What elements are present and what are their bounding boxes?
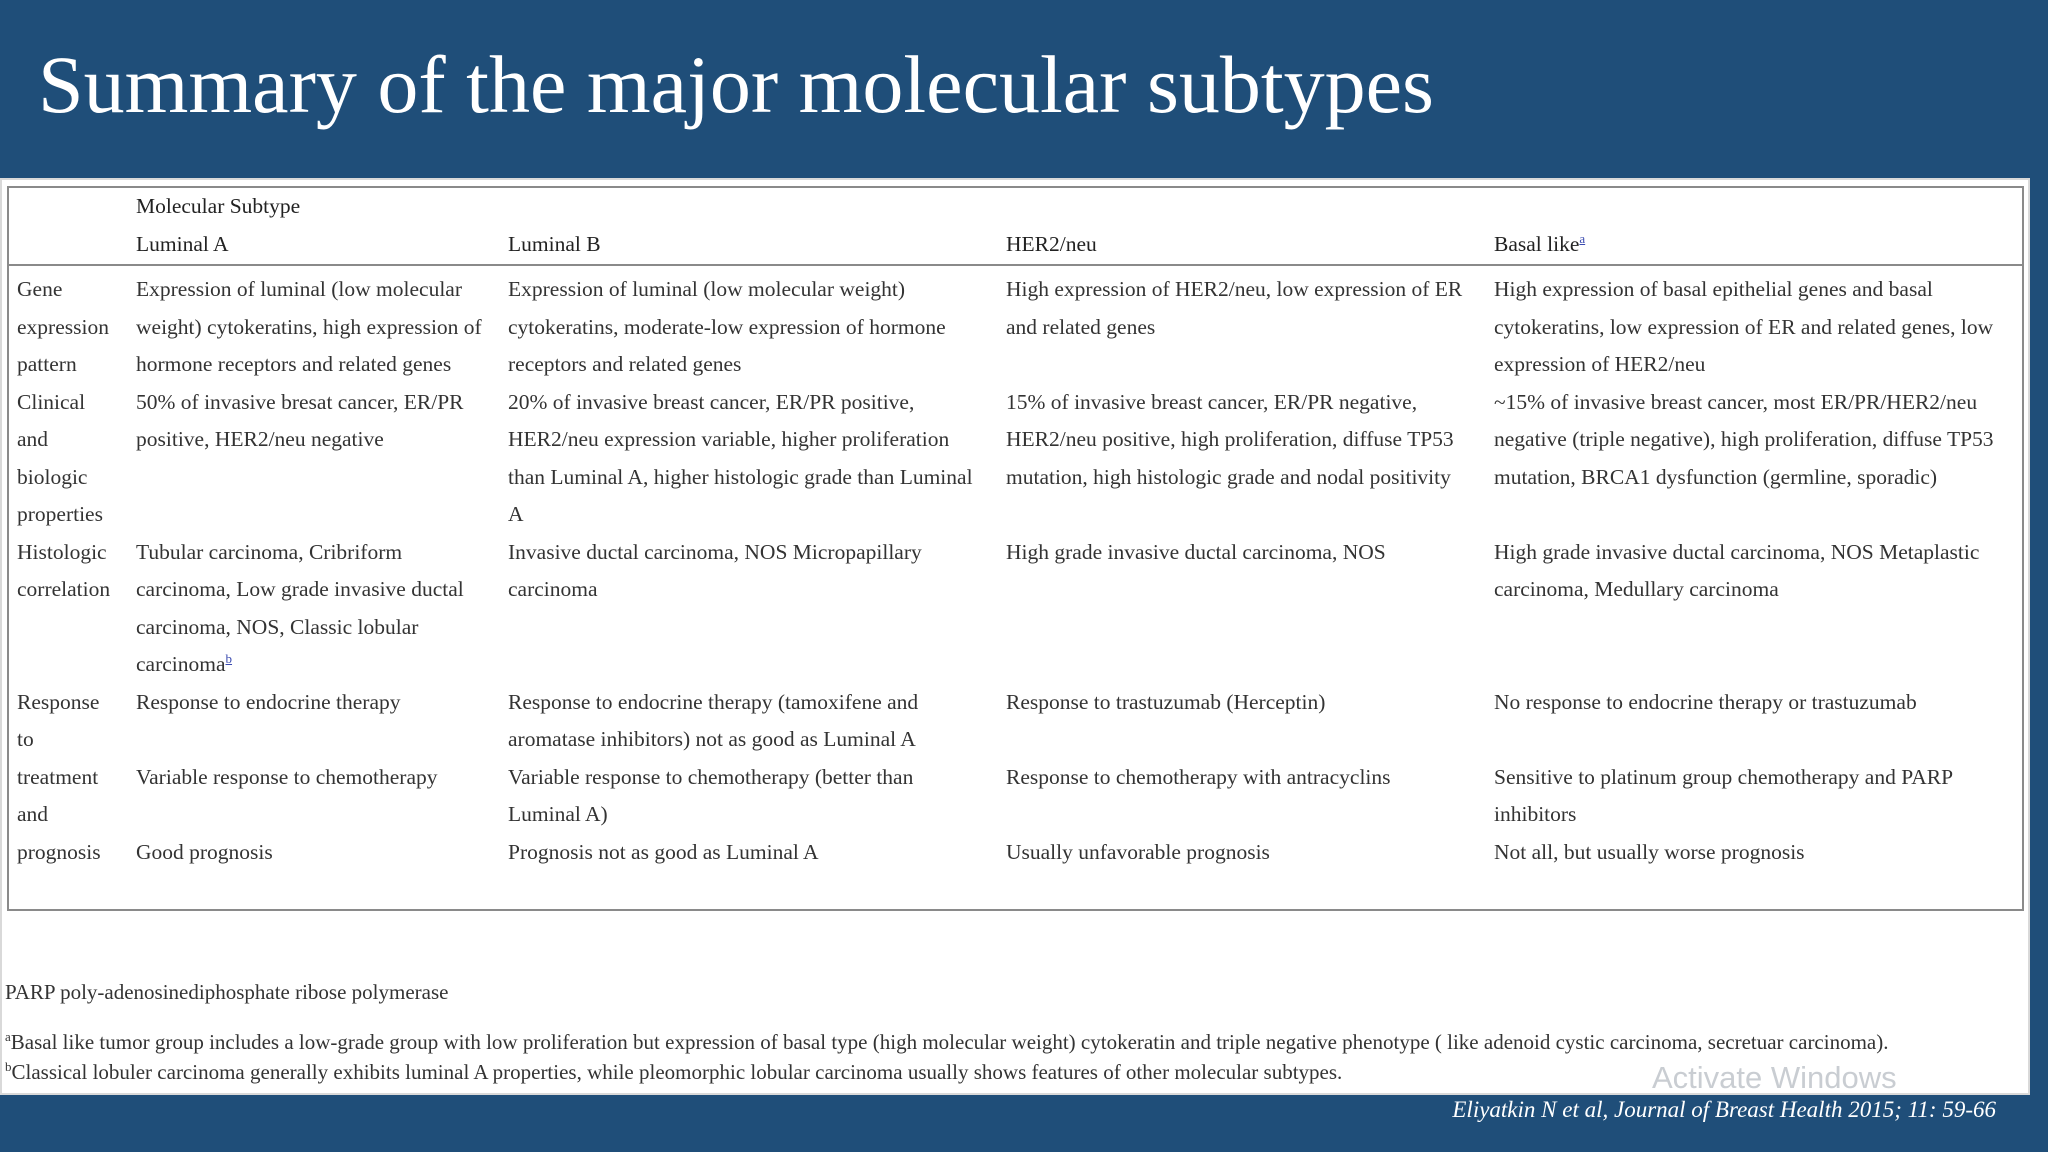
table-cell: High grade invasive ductal carcinoma, NOS	[1006, 539, 1386, 564]
table-row-gene-expression	[9, 265, 2022, 384]
footnote-mark: a	[5, 1029, 11, 1044]
table-cell: Prognosis not as good as Luminal A	[508, 839, 819, 864]
group-header-row	[9, 188, 2022, 224]
table-row-endocrine-response	[9, 684, 2022, 759]
content-panel	[0, 178, 2030, 1095]
corner-cell	[9, 188, 128, 224]
table-cell: 50% of invasive bresat cancer, ER/PR positive, HER2/neu negative	[136, 389, 464, 451]
footnote-b: $^b$Classical lobuler carcinoma generally exhibits luminal A properties, while pleomorphic lobular carcinoma usually shows features of other molecular subtypes.	[5, 1059, 1343, 1084]
abbreviation-note: PARP poly-adenosinediphosphate ribose polymerase	[5, 980, 449, 1004]
citation: Eliyatkin N et al, Journal of Breast Health 2015; 11: 59-66	[1452, 1097, 1996, 1122]
slide-title: Summary of the major molecular subtypes	[38, 39, 1434, 130]
row-header: Gene expression pattern	[17, 277, 109, 376]
table-cell: No response to endocrine therapy or trastuzumab	[1494, 689, 1917, 714]
table-cell: Usually unfavorable prognosis	[1006, 839, 1270, 864]
column-header-her2-neu: HER2/neu	[998, 224, 1486, 265]
footnote-mark: b	[5, 1059, 12, 1074]
table-cell: Variable response to chemotherapy	[136, 764, 438, 789]
table-cell: Expression of luminal (low molecular weight) cytokeratins, moderate-low expression of hormone receptors and related genes	[508, 277, 946, 376]
footnote-ref-b[interactable]: b	[225, 650, 233, 666]
table-cell: Tubular carcinoma, Cribriform carcinoma, Low grade invasive ductal carcinoma, NOS, Classic lobular carcinoma$^b$	[136, 539, 464, 676]
activate-windows-watermark: Activate Windows	[1652, 1060, 1897, 1095]
table-cell: ~15% of invasive breast cancer, most ER/PR/HER2/neu negative (triple negative), high proliferation, diffuse TP53 mutation, BRCA1 dysfunction (germline, sporadic)	[1494, 389, 1994, 489]
table-cell: 15% of invasive breast cancer, ER/PR negative, HER2/neu positive, high proliferation, diffuse TP53 mutation, high histologic grade and nodal positivity	[1006, 389, 1454, 489]
column-header-luminal-b: Luminal B	[500, 224, 998, 265]
table-cell: 20% of invasive breast cancer, ER/PR positive, HER2/neu expression variable, higher proliferation than Luminal A, higher histologic grade than Luminal A	[508, 389, 973, 526]
table-cell: Sensitive to platinum group chemotherapy and PARP inhibitors	[1494, 764, 1953, 826]
table-cell: Response to trastuzumab (Herceptin)	[1006, 689, 1326, 714]
table-row-chemotherapy-response	[9, 759, 2022, 834]
table-cell: Good prognosis	[136, 839, 273, 864]
footnote-ref-a[interactable]: a	[1579, 230, 1586, 246]
table-row-prognosis	[9, 834, 2022, 872]
column-header-row	[9, 224, 2022, 265]
table-cell: Not all, but usually worse prognosis	[1494, 839, 1805, 864]
table-cell: High expression of basal epithelial genes and basal cytokeratins, low expression of ER and related genes, low expression of HER2/neu	[1494, 277, 1994, 376]
row-header: Histologic correlation	[17, 539, 111, 601]
row-header: Clinical and biologic properties	[17, 389, 103, 526]
table-cell: High grade invasive ductal carcinoma, NOS Metaplastic carcinoma, Medullary carcinoma	[1494, 539, 1980, 601]
table-cell: High expression of HER2/neu, low expression of ER and related genes	[1006, 277, 1463, 339]
table-cell: Variable response to chemotherapy (better than Luminal A)	[508, 764, 914, 826]
molecular-subtype-table	[9, 188, 2022, 871]
footnote-a: $^a$Basal like tumor group includes a low-grade group with low proliferation but expression of basal type (high molecular weight) cytokeratin and triple negative phenotype ( like adenoid cystic carcinoma, secretuar carcinoma).	[5, 1029, 1889, 1054]
group-header: Molecular Subtype	[136, 194, 301, 218]
table-cell: Response to endocrine therapy (tamoxifene and aromatase inhibitors) not as good as Luminal A	[508, 689, 919, 751]
column-header-luminal-a: Luminal A	[128, 224, 500, 265]
table-cell: Expression of luminal (low molecular weight) cytokeratins, high expression of hormone receptors and related genes	[136, 277, 482, 376]
corner-cell	[9, 224, 128, 265]
table-cell: Response to endocrine therapy	[136, 689, 401, 714]
table-row-histologic-correlation	[9, 534, 2022, 684]
row-header: Response to treatment and prognosis	[17, 689, 101, 864]
table-row-clinical-properties	[9, 384, 2022, 534]
table-cell: Invasive ductal carcinoma, NOS Micropapillary carcinoma	[508, 539, 922, 601]
table-frame	[7, 186, 2024, 911]
column-header-basal-like: Basal like$^a$	[1486, 224, 2022, 265]
table-cell: Response to chemotherapy with antracyclins	[1006, 764, 1391, 789]
